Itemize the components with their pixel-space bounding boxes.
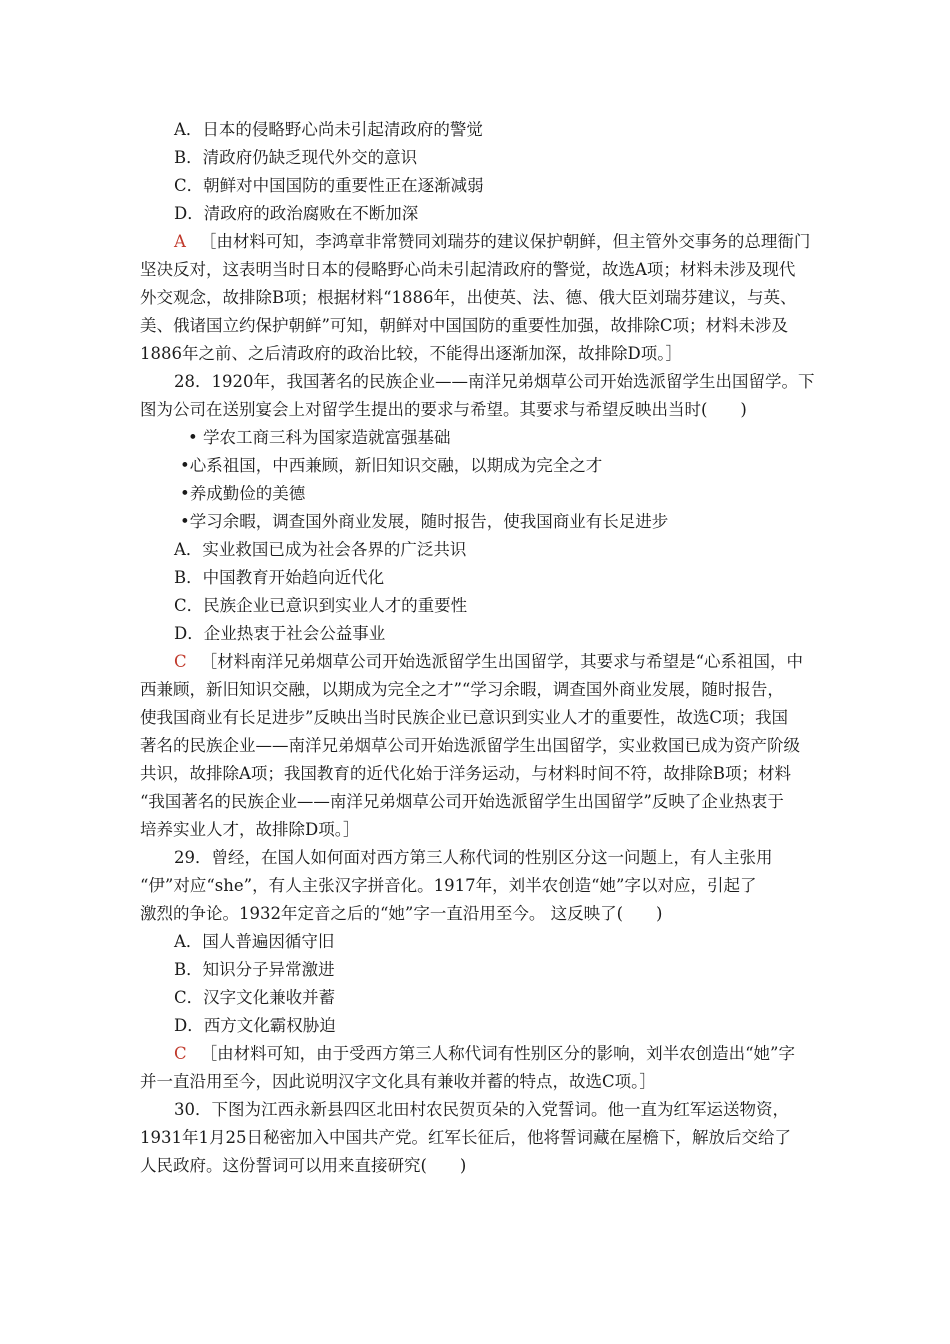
q28-explanation-line: 共识，故排除A项；我国教育的近代化始于洋务运动，与材料时间不符，故排除B项；材料	[140, 764, 792, 783]
q30-stem-line: 30．下图为江西永新县四区北田村农民贺页朵的入党誓词。他一直为红军运送物资，	[174, 1100, 789, 1119]
q29-explanation-line: ［由材料可知，由于受西方第三人称代词有性别区分的影响，刘半农创造出“她”字	[200, 1044, 795, 1063]
q27-answer: A	[174, 232, 186, 251]
q28-bullet-item	[188, 427, 450, 449]
q27-explanation-line: 1886年之前、之后清政府的政治比较，不能得出逐渐加深，故排除D项。］	[140, 344, 682, 363]
q28-explanation-line: 著名的民族企业——南洋兄弟烟草公司开始选派留学生出国留学，实业救国已成为资产阶级	[140, 736, 800, 755]
q28-bullet-text: 学习余暇，调查国外商业发展，随时报告，使我国商业有长足进步	[189, 512, 669, 531]
q28-explanation-line: 西兼顾，新旧知识交融，以期成为完全之才”“学习余暇，调查国外商业发展，随时报告，	[140, 680, 784, 699]
q27-explanation-line: ［由材料可知，李鸿章非常赞同刘瑞芬的建议保护朝鲜，但主管外交事务的总理衙门	[199, 232, 811, 251]
q28-explanation-line: 培养实业人才，故排除D项。］	[140, 820, 360, 839]
q29-stem-line: 29．曾经，在国人如何面对西方第三人称代词的性别区分这一问题上，有人主张用	[174, 848, 773, 867]
q27-explanation-line: 坚决反对，这表明当时日本的侵略野心尚未引起清政府的警觉，故选A项；材料未涉及现代	[140, 260, 796, 279]
q29-option-d: D．西方文化霸权胁迫	[174, 1016, 336, 1035]
q28-option-d: D．企业热衷于社会公益事业	[174, 624, 386, 643]
q30-stem-line: 1931年1月25日秘密加入中国共产党。红军长征后，他将誓词藏在屋檐下，解放后交给了	[140, 1128, 791, 1147]
q28-option-a: A．实业救国已成为社会各界的广泛共识	[174, 540, 467, 559]
bullet-dot-icon: •	[180, 456, 190, 475]
q28-explanation-line: ［材料南洋兄弟烟草公司开始选派留学生出国留学，其要求与希望是“心系祖国，中	[200, 652, 804, 671]
q28-bullet-text: 心系祖国，中西兼顾，新旧知识交融，以期成为完全之才	[189, 456, 603, 475]
q28-option-c: C．民族企业已意识到实业人才的重要性	[174, 596, 468, 615]
q29-stem-line: “伊”对应“she”，有人主张汉字拼音化。1917年，刘半农创造“她”字以对应，引起了	[140, 876, 757, 895]
q29-explanation-line: 并一直沿用至今，因此说明汉字文化具有兼收并蓄的特点，故选C项。］	[140, 1072, 656, 1091]
q29-answer-line	[174, 1043, 795, 1065]
q27-answer-line	[174, 231, 810, 253]
bullet-dot-icon: •	[180, 484, 190, 503]
q28-option-b: B．中国教育开始趋向近代化	[174, 568, 385, 587]
q28-bullet-text: 学农工商三科为国家造就富强基础	[202, 428, 451, 447]
q29-answer: C	[174, 1044, 187, 1063]
q28-bullet-item	[180, 455, 602, 477]
q29-stem-line: 激烈的争论。1932年定音之后的“她”字一直沿用至今。 这反映了( )	[140, 904, 663, 923]
q27-option-d: D．清政府的政治腐败在不断加深	[174, 204, 419, 223]
q27-option-c: C．朝鲜对中国国防的重要性正在逐渐减弱	[174, 176, 484, 195]
q28-answer: C	[174, 652, 187, 671]
bullet-dot-icon: •	[180, 512, 190, 531]
q27-explanation-line: 美、俄诸国立约保护朝鲜”可知，朝鲜对中国国防的重要性加强，故排除C项；材料未涉及	[140, 316, 789, 335]
q28-bullet-item	[180, 511, 668, 533]
q28-explanation-line: “我国著名的民族企业——南洋兄弟烟草公司开始选派留学生出国留学”反映了企业热衷于	[140, 792, 784, 811]
q28-stem-line: 图为公司在送别宴会上对留学生提出的要求与希望。其要求与希望反映出当时( )	[140, 400, 747, 419]
q28-bullet-text: 养成勤俭的美德	[189, 484, 306, 503]
q29-option-a: A．国人普遍因循守旧	[174, 932, 335, 951]
q28-explanation-line: 使我国商业有长足进步”反映出当时民族企业已意识到实业人才的重要性，故选C项；我国	[140, 708, 789, 727]
q29-option-c: C．汉字文化兼收并蓄	[174, 988, 336, 1007]
q27-option-b: B．清政府仍缺乏现代外交的意识	[174, 148, 418, 167]
q27-explanation-line: 外交观念，故排除B项；根据材料“1886年，出使英、法、德、俄大臣刘瑞芬建议，与英、	[140, 288, 797, 307]
bullet-dot-icon: •	[188, 428, 198, 447]
q28-stem-line: 28．1920年，我国著名的民族企业——南洋兄弟烟草公司开始选派留学生出国留学。下	[174, 372, 815, 391]
q29-option-b: B．知识分子异常激进	[174, 960, 335, 979]
q30-stem-line: 人民政府。这份誓词可以用来直接研究( )	[140, 1156, 467, 1175]
q28-bullet-item	[180, 483, 305, 505]
q27-option-a: A．日本的侵略野心尚未引起清政府的警觉	[174, 120, 483, 139]
q28-answer-line	[174, 651, 803, 673]
